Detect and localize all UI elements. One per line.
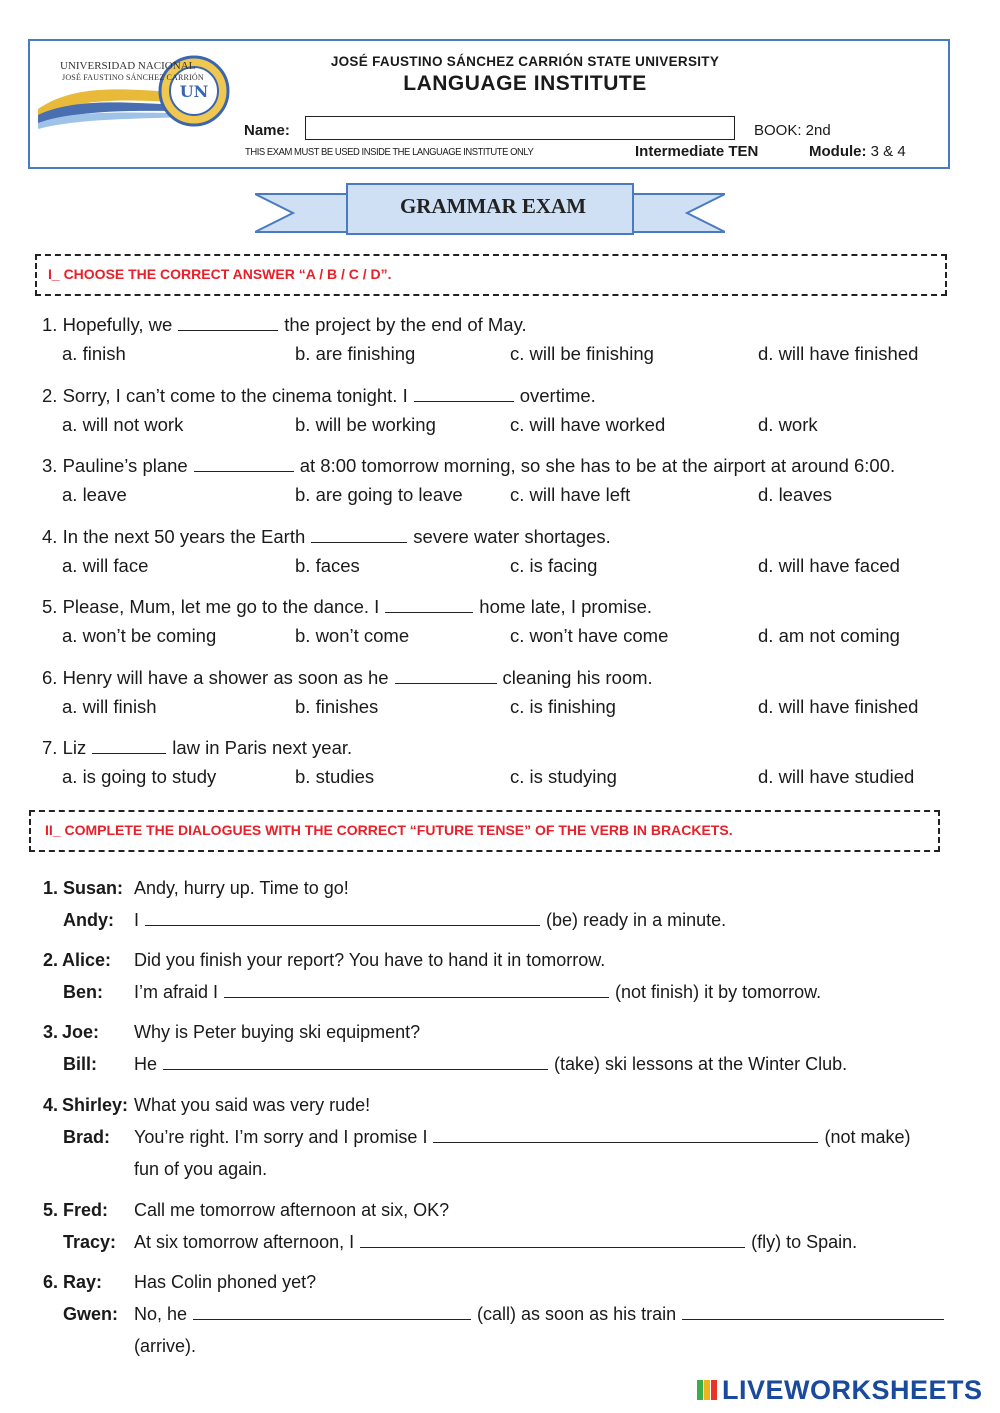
question-text bbox=[42, 526, 611, 548]
answer-option-c[interactable]: c. is finishing bbox=[510, 695, 616, 717]
dialogue-answer-start: I’m afraid I bbox=[134, 982, 219, 1002]
speaker-name: Gwen: bbox=[63, 1304, 119, 1324]
dialogue-answer-start: You’re right. I’m sorry and I promise I bbox=[134, 1127, 428, 1147]
question-stem-start: 5. Please, Mum, let me go to the dance. I bbox=[42, 596, 380, 617]
answer-blank[interactable] bbox=[682, 1318, 944, 1320]
answer-option-a[interactable]: a. leave bbox=[62, 484, 127, 505]
question-stem-end: home late, I promise. bbox=[479, 596, 653, 617]
speaker-name: Tracy: bbox=[63, 1232, 117, 1252]
answer-blank[interactable] bbox=[360, 1246, 745, 1248]
dialogue-continuation: (arrive). bbox=[134, 1336, 196, 1356]
speaker-name: Ray: bbox=[63, 1272, 103, 1292]
dialogue-answer-line bbox=[134, 1054, 847, 1075]
name-input[interactable] bbox=[305, 116, 735, 140]
answer-option-b[interactable]: b. studies bbox=[295, 766, 375, 787]
logo-text-line1: UNIVERSIDAD NACIONAL bbox=[60, 60, 196, 72]
speaker-name: Joe: bbox=[62, 1022, 100, 1042]
answer-blank[interactable] bbox=[395, 682, 497, 684]
answer-option-b[interactable]: b. faces bbox=[295, 554, 360, 576]
answer-option-a[interactable]: a. finish bbox=[62, 343, 126, 364]
dialogue-continuation: fun of you again. bbox=[134, 1159, 268, 1179]
dialogue-answer-start: I bbox=[134, 910, 140, 930]
liveworksheets-icon bbox=[697, 1378, 719, 1402]
answer-option-d[interactable]: d. will have faced bbox=[758, 554, 900, 576]
dialogue-answer-line bbox=[134, 1232, 857, 1253]
name-label: Name: bbox=[244, 122, 290, 139]
dialogue-number: 2. bbox=[43, 950, 59, 970]
answer-option-d[interactable]: d. will have studied bbox=[758, 766, 915, 787]
answer-blank[interactable] bbox=[224, 996, 609, 998]
logo-text-line2: JOSÉ FAUSTINO SÁNCHEZ CARRIÓN bbox=[62, 73, 204, 82]
answer-option-c[interactable]: c. is studying bbox=[510, 766, 617, 787]
answer-option-c[interactable]: c. will have left bbox=[510, 484, 631, 505]
dialogue-answer-line bbox=[134, 1304, 944, 1325]
answer-option-a[interactable]: a. will not work bbox=[62, 413, 184, 435]
dialogue-line: Call me tomorrow afternoon at six, OK? bbox=[134, 1200, 450, 1220]
answer-option-c[interactable]: c. is facing bbox=[510, 554, 598, 576]
speaker-name: Brad: bbox=[63, 1127, 111, 1147]
answer-blank[interactable] bbox=[311, 541, 407, 543]
liveworksheets-brand: LIVEWORKSHEETS bbox=[722, 1375, 983, 1405]
section2-title: II_ COMPLETE THE DIALOGUES WITH THE CORRECT “FUTURE TENSE” OF THE VERB IN BRACKETS. bbox=[45, 822, 733, 838]
dialogue-line: Andy, hurry up. Time to go! bbox=[134, 878, 349, 898]
question-text bbox=[42, 385, 596, 407]
answer-blank[interactable] bbox=[163, 1068, 548, 1070]
answer-blank[interactable] bbox=[145, 924, 540, 926]
book-label: BOOK: 2nd bbox=[754, 122, 831, 139]
dialogue-answer-start: He bbox=[134, 1054, 158, 1074]
svg-text:UN: UN bbox=[179, 82, 209, 101]
dialogue-line: What you said was very rude! bbox=[134, 1095, 371, 1115]
question-text bbox=[42, 596, 652, 618]
answer-option-d[interactable]: d. will have finished bbox=[758, 343, 919, 364]
exam-usage-note: THIS EXAM MUST BE USED INSIDE THE LANGUAGE INSTITUTE ONLY bbox=[245, 146, 534, 158]
question-text bbox=[42, 667, 653, 689]
institute-title: LANGUAGE INSTITUTE bbox=[403, 72, 647, 95]
question-stem-start: 7. Liz bbox=[42, 737, 87, 758]
dialogue-answer-line bbox=[134, 1127, 910, 1148]
answer-option-b[interactable]: b. will be working bbox=[295, 413, 436, 435]
question-stem-end: at 8:00 tomorrow morning, so she has to be at the airport at around 6:00. bbox=[299, 455, 896, 476]
dialogue-answer-start: At six tomorrow afternoon, I bbox=[134, 1232, 355, 1252]
answer-blank[interactable] bbox=[92, 752, 166, 754]
verb-hint: (fly) to Spain. bbox=[751, 1232, 858, 1252]
dialogue-answer-start: No, he bbox=[134, 1304, 188, 1324]
answer-blank[interactable] bbox=[178, 329, 278, 331]
answer-option-a[interactable]: a. will face bbox=[62, 554, 149, 576]
dialogue-line: Did you finish your report? You have to hand it in tomorrow. bbox=[134, 950, 606, 970]
dialogue-number: 1. bbox=[43, 878, 59, 898]
university-title: JOSÉ FAUSTINO SÁNCHEZ CARRIÓN STATE UNIVERSITY bbox=[330, 54, 720, 69]
dialogue-line: Why is Peter buying ski equipment? bbox=[134, 1022, 421, 1042]
answer-option-b[interactable]: b. are going to leave bbox=[295, 484, 463, 505]
answer-option-b[interactable]: b. finishes bbox=[295, 695, 379, 717]
question-stem-start: 4. In the next 50 years the Earth bbox=[42, 525, 306, 547]
dialogue-answer-line bbox=[134, 910, 726, 931]
module-label bbox=[809, 143, 906, 160]
answer-blank[interactable] bbox=[414, 400, 514, 402]
exam-title: GRAMMAR EXAM bbox=[399, 194, 587, 218]
question-text bbox=[42, 314, 527, 336]
dialogue-number: 4. bbox=[43, 1095, 59, 1115]
answer-option-b[interactable]: b. are finishing bbox=[295, 343, 416, 364]
module-value: 3 & 4 bbox=[870, 143, 906, 160]
question-text bbox=[42, 455, 895, 477]
answer-option-b[interactable]: b. won’t come bbox=[295, 625, 410, 646]
dialogue-number: 5. bbox=[43, 1200, 59, 1220]
answer-blank[interactable] bbox=[385, 611, 473, 613]
dialogue-number: 6. bbox=[43, 1272, 59, 1292]
speaker-name: Alice: bbox=[62, 950, 112, 970]
answer-option-d[interactable]: d. leaves bbox=[758, 484, 833, 505]
question-stem-end: law in Paris next year. bbox=[172, 737, 353, 758]
answer-option-a[interactable]: a. won’t be coming bbox=[62, 625, 217, 646]
dialogue-line: Has Colin phoned yet? bbox=[134, 1272, 317, 1292]
question-stem-end: severe water shortages. bbox=[413, 525, 611, 547]
answer-option-c[interactable]: c. won’t have come bbox=[510, 625, 669, 646]
speaker-name: Shirley: bbox=[62, 1095, 129, 1115]
answer-option-a[interactable]: a. will finish bbox=[62, 695, 157, 717]
answer-option-d[interactable]: d. work bbox=[758, 413, 818, 435]
answer-blank[interactable] bbox=[194, 470, 294, 472]
answer-option-d[interactable]: d. am not coming bbox=[758, 625, 900, 646]
speaker-name: Fred: bbox=[63, 1200, 108, 1220]
verb-hint: (call) as soon as his train bbox=[477, 1304, 677, 1324]
question-stem-end: cleaning his room. bbox=[502, 666, 653, 688]
verb-hint: (not make) bbox=[824, 1127, 911, 1147]
module-label-key: Module: bbox=[809, 143, 867, 160]
question-stem-start: 1. Hopefully, we bbox=[42, 314, 173, 335]
verb-hint: (not finish) it by tomorrow. bbox=[615, 982, 822, 1002]
answer-blank[interactable] bbox=[193, 1318, 471, 1320]
dialogue-number: 3. bbox=[43, 1022, 59, 1042]
answer-option-c[interactable]: c. will have worked bbox=[510, 413, 666, 435]
question-text bbox=[42, 737, 352, 759]
verb-hint: (take) ski lessons at the Winter Club. bbox=[554, 1054, 848, 1074]
answer-option-a[interactable]: a. is going to study bbox=[62, 766, 217, 787]
speaker-name: Andy: bbox=[63, 910, 114, 930]
answer-option-d[interactable]: d. will have finished bbox=[758, 695, 919, 717]
question-stem-end: the project by the end of May. bbox=[284, 314, 527, 335]
speaker-name: Bill: bbox=[63, 1054, 97, 1074]
question-stem-start: 6. Henry will have a shower as soon as he bbox=[42, 666, 389, 688]
answer-option-c[interactable]: c. will be finishing bbox=[510, 343, 654, 364]
question-stem-end: overtime. bbox=[519, 384, 596, 406]
level-label: Intermediate TEN bbox=[635, 143, 759, 160]
question-stem-start: 2. Sorry, I can’t come to the cinema tonight. I bbox=[42, 384, 408, 406]
verb-hint: (be) ready in a minute. bbox=[546, 910, 727, 930]
question-stem-start: 3. Pauline’s plane bbox=[42, 455, 188, 476]
speaker-name: Ben: bbox=[63, 982, 103, 1002]
answer-blank[interactable] bbox=[433, 1141, 818, 1143]
speaker-name: Susan: bbox=[63, 878, 124, 898]
section1-title: I_ CHOOSE THE CORRECT ANSWER “A / B / C / D”. bbox=[48, 266, 392, 282]
dialogue-answer-line bbox=[134, 982, 821, 1003]
